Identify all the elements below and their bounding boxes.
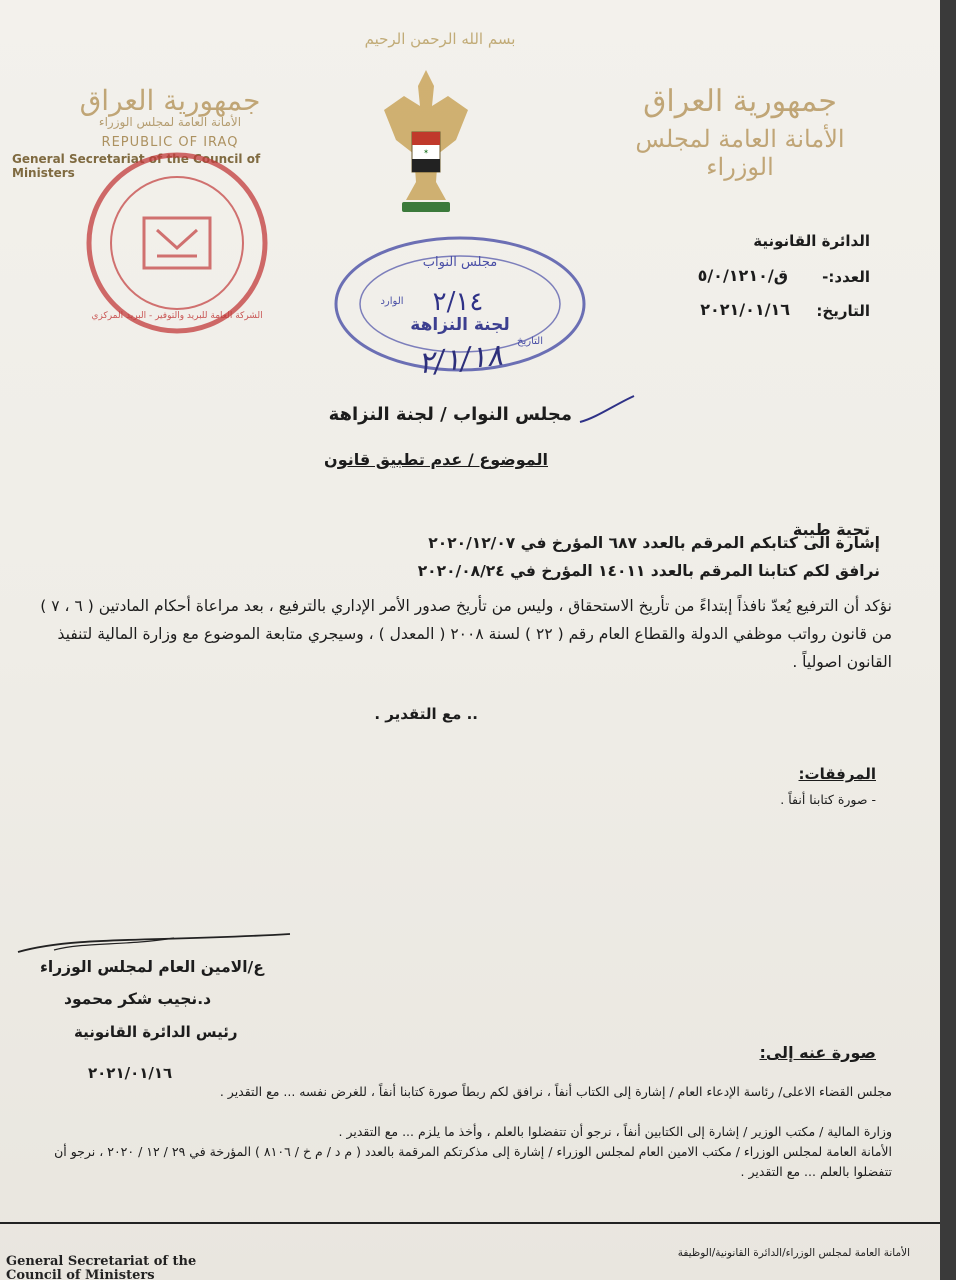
- date-label: التاريخ:: [816, 302, 870, 320]
- right-letterhead: [620, 84, 860, 181]
- footer-english: General Secretariat of the Council of Ministers: [6, 1254, 197, 1280]
- blue-stamp-number: ٢/١٤: [432, 287, 484, 317]
- number-label: العدد:-: [822, 268, 870, 286]
- svg-text:✶: ✶: [423, 148, 429, 156]
- attachment-item: - صورة كتابنا أنفاً .: [780, 792, 876, 807]
- department-label: الدائرة القانونية: [753, 232, 870, 250]
- signature-title: ع/الامين العام لمجلس الوزراء: [40, 958, 264, 976]
- reference-1: إشارة الى كتابكم المرقم بالعدد ٦٨٧ المؤرخ في ٢٠٢٠/١٢/٠٧: [428, 534, 880, 552]
- signature-scribble-icon: [14, 928, 294, 960]
- photo-edge: [940, 0, 956, 1280]
- greeting: تحية طيبة: [792, 520, 870, 539]
- recipient: مجلس النواب / لجنة النزاهة: [328, 404, 572, 425]
- iraq-eagle-emblem-icon: [376, 62, 476, 222]
- date-value: ٢٠٢١/٠١/١٦: [700, 300, 790, 319]
- copy-line-3: الأمانة العامة لمجلس الوزراء / مكتب الامين العام لمجلس الوزراء / إشارة إلى مذكرتكم المرقمة بالعدد ( م د / م خ / ٨١٠٦ ) المؤرخة في ٢٩ / ١٢ / ٢٠٢٠ ، نرجو أن تتفضلوا بالعلم ... مع التقدير .: [54, 1144, 892, 1179]
- subject: الموضوع / عدم تطبيق قانون: [324, 450, 548, 469]
- postal-stamp-icon: [82, 148, 272, 338]
- left-en-office: General Secretariat of the Council of Ministers: [12, 152, 261, 180]
- right-line2: الأمانة العامة لمجلس الوزراء: [635, 125, 845, 181]
- copies-title: صورة عنه إلى:: [759, 1043, 876, 1062]
- copy-line-2: وزارة المالية / مكتب الوزير / إشارة إلى الكتابين أنفاً ، نرجو أن تتفضلوا بالعلم ، وأخذ ما يلزم ... مع التقدير .: [338, 1124, 892, 1139]
- left-en-country: REPUBLIC OF IRAQ: [101, 135, 239, 150]
- signature-date: ٢٠٢١/٠١/١٦: [88, 1064, 173, 1082]
- signatory-name: د.نجيب شكر محمود: [64, 990, 212, 1008]
- red-stamp-text: الشركة العامة للبريد والتوفير - البريد المركزي: [91, 311, 263, 321]
- copy-line-1: مجلس القضاء الاعلى/ رئاسة الإدعاء العام / إشارة إلى الكتاب أنفاً ، نرافق لكم ربطاً صورة كتابنا أنفاً ، للغرض نفسه ... مع التقدير .: [219, 1084, 892, 1099]
- body-paragraph: نؤكد أن الترفيع يُعدّ نافذاً إبتداءً من تأريخ الاستحقاق ، وليس من تأريخ صدور الأمر الإداري بالترفيع ، بعد مراعاة أحكام المادتين ( ٦ ، ٧ ) من قانون رواتب موظفي الدولة والقطاع العام رقم ( ٢٢ ) لسنة ٢٠٠٨ ( المعدل ) ، وسيجري متابعة الموضوع مع وزارة المالية لتنفيذ القانون اصولياً .: [40, 597, 892, 671]
- closing: .. مع التقدير .: [374, 705, 478, 723]
- handwritten-receipt-date: ٢/١/١٨: [416, 337, 505, 382]
- number-value: ق/٥/٠/١٢١٠: [697, 266, 788, 285]
- recipient-pen-mark-icon: [578, 392, 638, 428]
- blue-stamp-label: الوارد: [380, 296, 404, 307]
- attachments-title: المرفقات:: [798, 765, 876, 783]
- left-ar-title: جمهورية العراق: [79, 84, 261, 117]
- left-ar-subtitle: الأمانة العامة لمجلس الوزراء: [98, 115, 242, 129]
- blue-stamp-middle: لجنة النزاهة: [410, 315, 510, 335]
- footer-arabic: الأمانة العامة لمجلس الوزراء/الدائرة القانونية/الوظيفة: [677, 1247, 910, 1259]
- reference-2: نرافق لكم كتابنا المرقم بالعدد ١٤٠١١ المؤرخ في ٢٠٢٠/٠٨/٢٤: [417, 562, 880, 580]
- blue-stamp-date-label: التاريخ: [517, 336, 543, 347]
- footer-rule: [0, 1222, 940, 1224]
- basmala: بسم الله الرحمن الرحيم: [364, 30, 516, 48]
- right-line1: جمهورية العراق: [643, 84, 837, 119]
- blue-stamp-top: مجلس النواب: [422, 255, 498, 270]
- signatory-role: رئيس الدائرة القانونية: [74, 1023, 238, 1041]
